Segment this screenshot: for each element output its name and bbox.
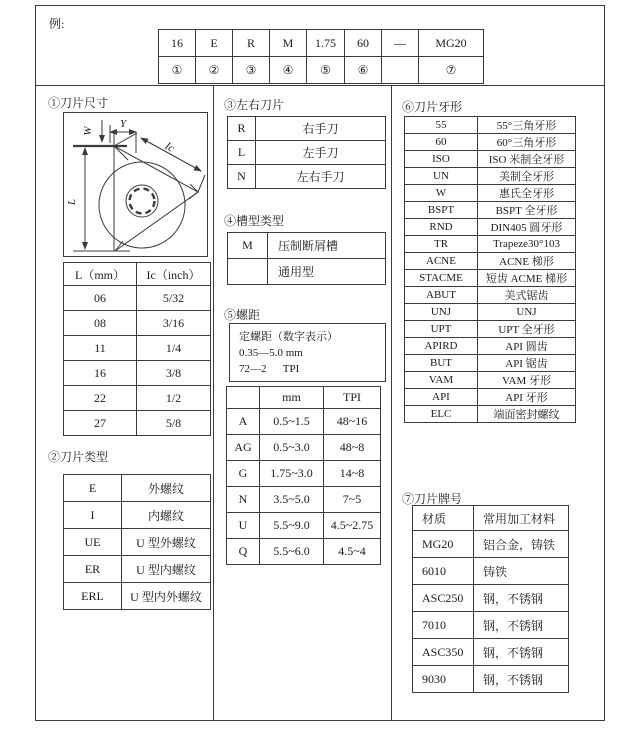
profile-row <box>405 304 576 321</box>
size-ic-cell: 3/8 <box>137 361 211 386</box>
size-l-cell: 06 <box>64 286 137 311</box>
section-title-grade: ⑦刀片牌号 <box>402 492 463 506</box>
chipbreaker-row <box>228 259 386 285</box>
example-index-cell: ⑥ <box>345 57 382 84</box>
profile-desc-cell: 美制全牙形 <box>478 168 576 185</box>
grade-material-cell: 钢，不锈钢 <box>474 612 569 639</box>
profile-code-cell: W <box>405 185 478 202</box>
dimension-label-l: L <box>66 198 78 206</box>
grade-code-cell: 9030 <box>413 666 474 693</box>
hand-desc-cell: 右手刀 <box>256 117 386 141</box>
profile-code-cell: RND <box>405 219 478 236</box>
profile-code-cell: VAM <box>405 372 478 389</box>
hand-code-cell: R <box>228 117 256 141</box>
type-code-cell: UE <box>64 529 122 556</box>
type-desc-cell: U 型外螺纹 <box>122 529 211 556</box>
dimension-label-y: Y <box>119 118 127 130</box>
profile-desc-cell: API 锯齿 <box>478 355 576 372</box>
section-title-insert-size: ①刀片尺寸 <box>48 96 109 110</box>
type-code-cell: ER <box>64 556 122 583</box>
profile-desc-cell: 端面密封螺纹 <box>478 406 576 423</box>
grade-material-cell: 钢，不锈钢 <box>474 639 569 666</box>
profile-desc-cell: BSPT 全牙形 <box>478 202 576 219</box>
profile-desc-cell: ACNE 梯形 <box>478 253 576 270</box>
example-code-cell: — <box>382 30 419 57</box>
size-table-row <box>64 361 211 386</box>
profile-row <box>405 219 576 236</box>
example-index-cell: ① <box>159 57 196 84</box>
example-index-cell: ③ <box>233 57 270 84</box>
profile-desc-cell: 美式锯齿 <box>478 287 576 304</box>
type-code-cell: E <box>64 475 122 502</box>
type-desc-cell: 内螺纹 <box>122 502 211 529</box>
spec-sheet <box>35 5 605 721</box>
profile-row <box>405 270 576 287</box>
example-code-cell: 1.75 <box>307 30 345 57</box>
pitch-mm-cell: 5.5~6.0 <box>260 539 324 565</box>
grade-row <box>413 558 569 585</box>
pitch-code-cell: A <box>227 409 260 435</box>
profile-code-cell: UNJ <box>405 304 478 321</box>
profile-row <box>405 117 576 134</box>
profile-code-cell: ELC <box>405 406 478 423</box>
example-section <box>36 6 604 86</box>
example-label: 例: <box>49 17 65 31</box>
example-code-table <box>158 29 484 84</box>
size-table-header-row <box>64 263 211 286</box>
hand-code-cell: L <box>228 141 256 165</box>
size-ic-cell: 1/2 <box>137 386 211 411</box>
hand-row <box>228 141 386 165</box>
size-ic-cell: 5/8 <box>137 411 211 436</box>
grade-row <box>413 666 569 693</box>
section-title-pitch: ⑤螺距 <box>224 308 261 322</box>
grade-row <box>413 585 569 612</box>
example-code-cell: 16 <box>159 30 196 57</box>
size-l-cell: 11 <box>64 336 137 361</box>
grade-code-cell: 6010 <box>413 558 474 585</box>
profile-code-cell: BUT <box>405 355 478 372</box>
pitch-code-cell: Q <box>227 539 260 565</box>
size-table-row <box>64 311 211 336</box>
grade-row <box>413 612 569 639</box>
example-index-cell <box>382 57 419 84</box>
grade-table-body <box>413 531 569 693</box>
hand-desc-cell: 左手刀 <box>256 141 386 165</box>
grade-row <box>413 531 569 558</box>
pitch-mm-cell: 5.5~9.0 <box>260 513 324 539</box>
pitch-row <box>227 487 381 513</box>
profile-code-cell: ABUT <box>405 287 478 304</box>
pitch-mm-cell: 3.5~5.0 <box>260 487 324 513</box>
type-code-cell: ERL <box>64 583 122 610</box>
pitch-tpi-cell: 14~8 <box>324 461 381 487</box>
grade-code-cell: ASC250 <box>413 585 474 612</box>
profile-table-body <box>405 117 576 423</box>
profile-desc-cell: 惠氏全牙形 <box>478 185 576 202</box>
pitch-tpi-cell: 4.5~2.75 <box>324 513 381 539</box>
size-ic-cell: 3/16 <box>137 311 211 336</box>
columns <box>36 86 604 721</box>
profile-desc-cell: 短齿 ACME 梯形 <box>478 270 576 287</box>
profile-table <box>404 116 576 423</box>
pitch-note-line: 72—2 TPI <box>239 363 300 375</box>
insert-type-table <box>63 474 211 610</box>
type-code-cell: I <box>64 502 122 529</box>
pitch-table-body <box>227 409 381 565</box>
profile-row <box>405 389 576 406</box>
example-index-cell: ④ <box>270 57 307 84</box>
type-desc-cell: 外螺纹 <box>122 475 211 502</box>
insert-type-row <box>64 556 211 583</box>
chipbreaker-table-body <box>228 233 386 285</box>
profile-code-cell: UN <box>405 168 478 185</box>
size-table-row <box>64 336 211 361</box>
grade-material-cell: 钢，不锈钢 <box>474 585 569 612</box>
pitch-row <box>227 409 381 435</box>
example-code-cell: M <box>270 30 307 57</box>
profile-desc-cell: ISO 米制全牙形 <box>478 151 576 168</box>
profile-code-cell: ISO <box>405 151 478 168</box>
dimension-label-w: W <box>82 126 94 136</box>
example-code-cell: R <box>233 30 270 57</box>
chipbreaker-desc-cell: 通用型 <box>268 259 386 285</box>
grade-row <box>413 639 569 666</box>
pitch-row <box>227 513 381 539</box>
grade-code-cell: 7010 <box>413 612 474 639</box>
grade-material-cell: 铝合金，铸铁 <box>474 531 569 558</box>
grade-code-cell: ASC350 <box>413 639 474 666</box>
pitch-mm-cell: 0.5~3.0 <box>260 435 324 461</box>
profile-code-cell: ACNE <box>405 253 478 270</box>
size-column-header: Ic（inch） <box>137 263 211 286</box>
pitch-code-cell: AG <box>227 435 260 461</box>
chipbreaker-desc-cell: 压制断屑槽 <box>268 233 386 259</box>
chipbreaker-table <box>227 232 386 285</box>
profile-row <box>405 202 576 219</box>
section-title-chipbreaker: ④槽型类型 <box>224 214 285 228</box>
example-index-row <box>159 57 484 84</box>
grade-column-header: 常用加工材料 <box>474 506 569 531</box>
pitch-mm-cell: 1.75~3.0 <box>260 461 324 487</box>
profile-row <box>405 287 576 304</box>
size-column-header: L（mm） <box>64 263 137 286</box>
dimension-label-ic: Ic <box>162 140 177 155</box>
grade-table <box>412 505 569 693</box>
chipbreaker-row <box>228 233 386 259</box>
pitch-table-header-row <box>227 387 381 409</box>
pitch-code-cell: N <box>227 487 260 513</box>
pitch-row <box>227 461 381 487</box>
insert-type-row <box>64 502 211 529</box>
size-ic-cell: 5/32 <box>137 286 211 311</box>
size-ic-cell: 1/4 <box>137 336 211 361</box>
pitch-note-box <box>229 323 386 382</box>
profile-desc-cell: API 圆齿 <box>478 338 576 355</box>
pitch-table <box>226 386 381 565</box>
profile-row <box>405 168 576 185</box>
profile-row <box>405 185 576 202</box>
column-left <box>36 86 214 721</box>
insert-type-table-body <box>64 475 211 610</box>
profile-row <box>405 236 576 253</box>
profile-desc-cell: API 牙形 <box>478 389 576 406</box>
profile-row <box>405 372 576 389</box>
grade-material-cell: 铸铁 <box>474 558 569 585</box>
pitch-code-cell: G <box>227 461 260 487</box>
insert-drawing <box>64 113 207 256</box>
section-title-hand: ③左右刀片 <box>224 98 285 112</box>
column-middle <box>214 86 392 721</box>
profile-code-cell: 60 <box>405 134 478 151</box>
size-table-row <box>64 411 211 436</box>
size-l-cell: 27 <box>64 411 137 436</box>
profile-code-cell: APIRD <box>405 338 478 355</box>
profile-desc-cell: Trapeze30°103 <box>478 236 576 253</box>
example-index-cell: ⑦ <box>419 57 484 84</box>
hand-code-cell: N <box>228 165 256 189</box>
example-code-cell: 60 <box>345 30 382 57</box>
profile-row <box>405 355 576 372</box>
pitch-column-header: TPI <box>324 387 381 409</box>
section-title-insert-type: ②刀片类型 <box>48 450 109 464</box>
size-table-row <box>64 286 211 311</box>
section-title-profile: ⑥刀片牙形 <box>402 100 463 114</box>
hand-row <box>228 165 386 189</box>
size-table-row <box>64 386 211 411</box>
profile-desc-cell: 60°三角牙形 <box>478 134 576 151</box>
pitch-row <box>227 435 381 461</box>
pitch-column-header <box>227 387 260 409</box>
profile-row <box>405 406 576 423</box>
insert-type-row <box>64 529 211 556</box>
size-l-cell: 16 <box>64 361 137 386</box>
pitch-mm-cell: 0.5~1.5 <box>260 409 324 435</box>
pitch-note-line: 0.35—5.0 mm <box>239 347 303 359</box>
hand-table-body <box>228 117 386 189</box>
profile-desc-cell: DIN405 圆牙形 <box>478 219 576 236</box>
size-table-body <box>64 286 211 436</box>
grade-code-cell: MG20 <box>413 531 474 558</box>
profile-code-cell: TR <box>405 236 478 253</box>
example-code-cell: MG20 <box>419 30 484 57</box>
pitch-column-header: mm <box>260 387 324 409</box>
profile-code-cell: STACME <box>405 270 478 287</box>
type-desc-cell: U 型内螺纹 <box>122 556 211 583</box>
size-l-cell: 08 <box>64 311 137 336</box>
profile-code-cell: 55 <box>405 117 478 134</box>
profile-row <box>405 338 576 355</box>
column-right <box>392 86 604 721</box>
hand-row <box>228 117 386 141</box>
grade-column-header: 材质 <box>413 506 474 531</box>
profile-desc-cell: UPT 全牙形 <box>478 321 576 338</box>
profile-row <box>405 321 576 338</box>
size-table <box>63 262 211 436</box>
profile-code-cell: BSPT <box>405 202 478 219</box>
hand-table <box>227 116 386 189</box>
insert-type-row <box>64 475 211 502</box>
profile-desc-cell: 55°三角牙形 <box>478 117 576 134</box>
chipbreaker-code-cell <box>228 259 268 285</box>
insert-dimension-diagram <box>63 112 208 257</box>
profile-desc-cell: VAM 牙形 <box>478 372 576 389</box>
pitch-code-cell: U <box>227 513 260 539</box>
example-index-cell: ② <box>196 57 233 84</box>
pitch-note-line: 定螺距（数字表示） <box>239 331 338 343</box>
insert-type-row <box>64 583 211 610</box>
type-desc-cell: U 型内外螺纹 <box>122 583 211 610</box>
pitch-tpi-cell: 48~8 <box>324 435 381 461</box>
chipbreaker-code-cell: M <box>228 233 268 259</box>
pitch-row <box>227 539 381 565</box>
hand-desc-cell: 左右手刀 <box>256 165 386 189</box>
profile-code-cell: UPT <box>405 321 478 338</box>
profile-row <box>405 253 576 270</box>
profile-row <box>405 151 576 168</box>
pitch-tpi-cell: 4.5~4 <box>324 539 381 565</box>
grade-table-header-row <box>413 506 569 531</box>
profile-row <box>405 134 576 151</box>
example-code-cell: E <box>196 30 233 57</box>
profile-code-cell: API <box>405 389 478 406</box>
example-code-row <box>159 30 484 57</box>
example-index-cell: ⑤ <box>307 57 345 84</box>
pitch-tpi-cell: 7~5 <box>324 487 381 513</box>
size-l-cell: 22 <box>64 386 137 411</box>
grade-material-cell: 钢，不锈钢 <box>474 666 569 693</box>
profile-desc-cell: UNJ <box>478 304 576 321</box>
pitch-tpi-cell: 48~16 <box>324 409 381 435</box>
